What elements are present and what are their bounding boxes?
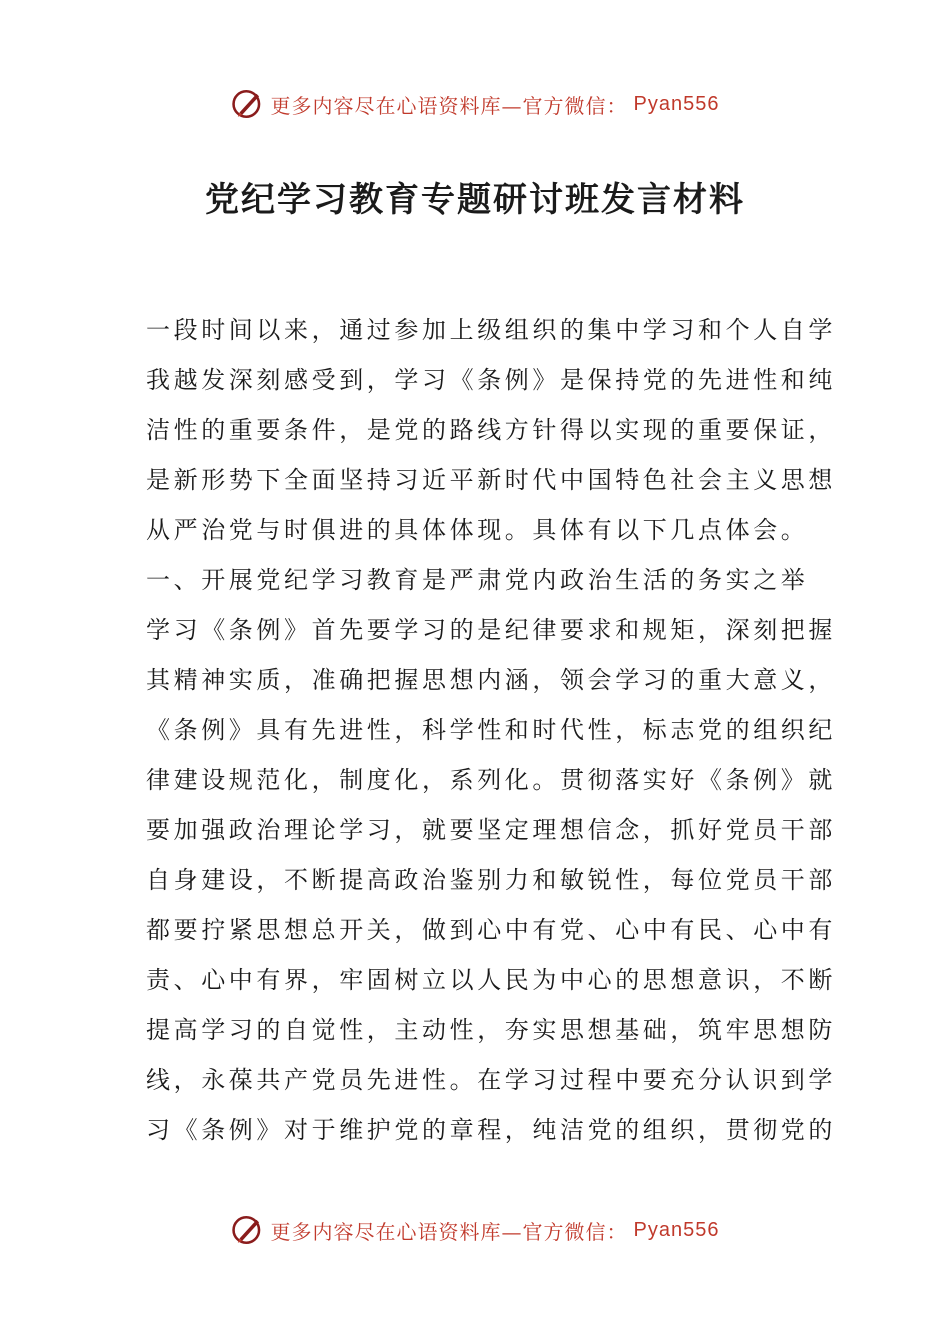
section-heading: 一、开展党纪学习教育是严肃党内政治生活的务实之举 xyxy=(146,566,809,594)
header-banner xyxy=(0,84,950,124)
body-line: 提高学习的自觉性，主动性，夯实思想基础，筑牢思想防 xyxy=(146,1016,836,1044)
pen-quill-logo-icon xyxy=(231,87,265,121)
body-line: 习《条例》对于维护党的章程，纯洁党的组织，贯彻党的 xyxy=(146,1116,836,1144)
body-line: 要加强政治理论学习，就要坚定理想信念，抓好党员干部 xyxy=(146,816,836,844)
body-line: 责、心中有界，牢固树立以人民为中心的思想意识，不断 xyxy=(146,966,836,994)
banner-wechat-id: Pyan556 xyxy=(633,92,720,115)
banner-wechat-id: Pyan556 xyxy=(633,1218,720,1241)
body-line: 是新形势下全面坚持习近平新时代中国特色社会主义思想 xyxy=(146,466,836,494)
body-line: 其精神实质，准确把握思想内涵，领会学习的重大意义， xyxy=(146,666,836,694)
body-line: 我越发深刻感受到，学习《条例》是保持党的先进性和纯 xyxy=(146,366,836,394)
body-line: 线，永葆共产党员先进性。在学习过程中要充分认识到学 xyxy=(146,1066,836,1094)
document-body xyxy=(146,305,836,1155)
banner-text: 更多内容尽在心语资料库—官方微信： xyxy=(270,93,628,118)
body-line: 洁性的重要条件，是党的路线方针得以实现的重要保证， xyxy=(146,416,836,444)
body-line: 学习《条例》首先要学习的是纪律要求和规矩，深刻把握 xyxy=(146,616,836,644)
page-title: 党纪学习教育专题研讨班发言材料 xyxy=(205,180,745,220)
body-line: 从严治党与时俱进的具体体现。具体有以下几点体会。 xyxy=(146,516,809,544)
body-line: 自身建设，不断提高政治鉴别力和敏锐性，每位党员干部 xyxy=(146,866,836,894)
body-line: 都要拧紧思想总开关，做到心中有党、心中有民、心中有 xyxy=(146,916,836,944)
body-line: 一段时间以来，通过参加上级组织的集中学习和个人自学 xyxy=(146,316,836,344)
banner-text: 更多内容尽在心语资料库—官方微信： xyxy=(270,1219,628,1244)
pen-quill-logo-icon xyxy=(231,1213,265,1247)
footer-banner xyxy=(0,1210,950,1250)
body-line: 《条例》具有先进性，科学性和时代性，标志党的组织纪 xyxy=(146,716,836,744)
body-line: 律建设规范化，制度化，系列化。贯彻落实好《条例》就 xyxy=(146,766,836,794)
